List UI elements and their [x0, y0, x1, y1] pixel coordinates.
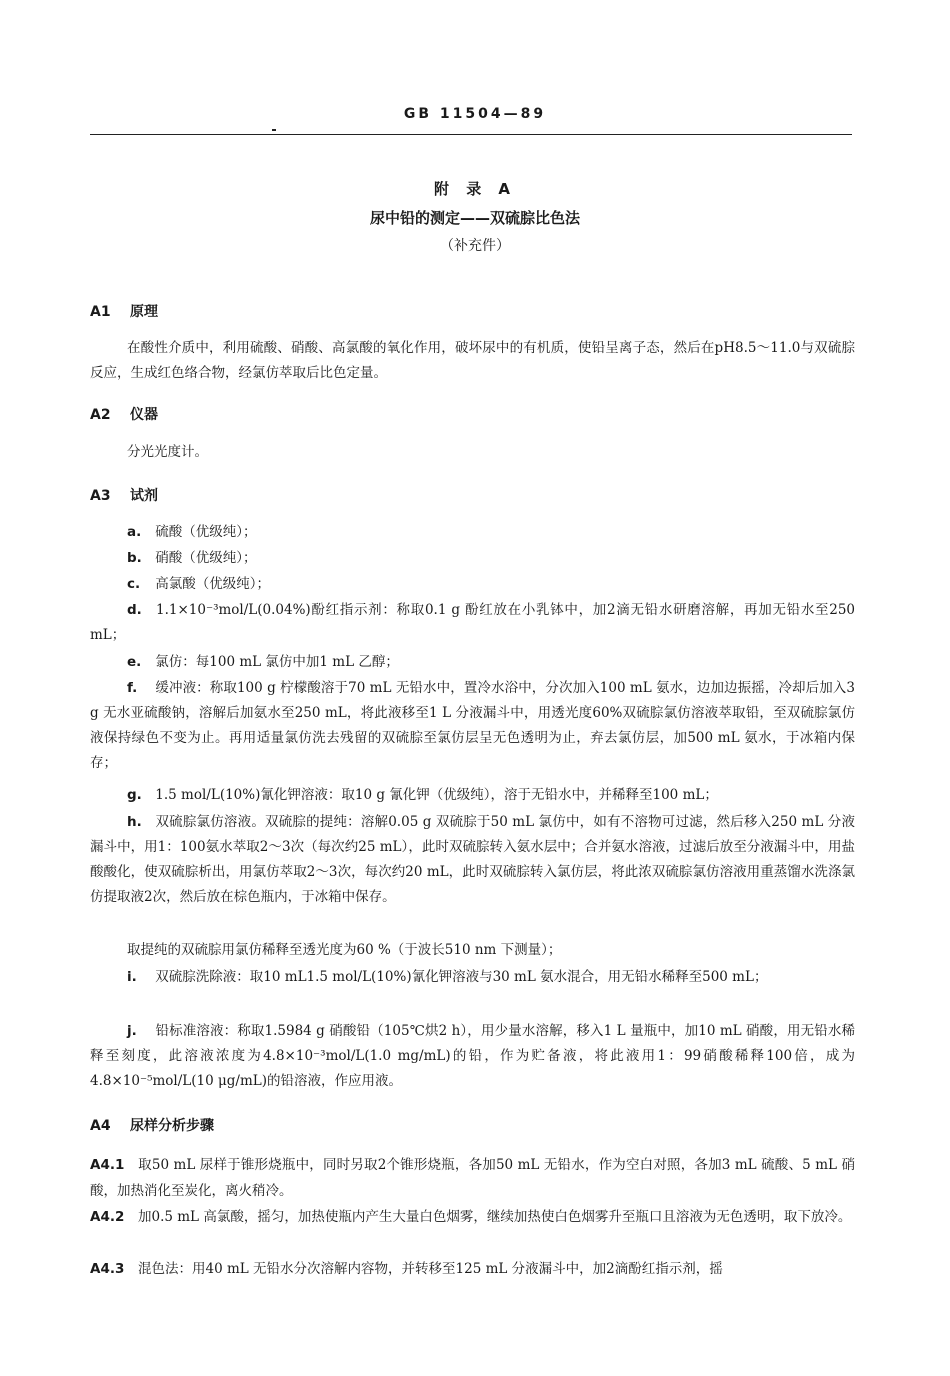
page-subtitle: （补充件） — [440, 238, 510, 254]
item-text: 氯仿：每100 mL 氯仿中加1 mL 乙醇； — [155, 654, 399, 670]
reagent-item-i — [90, 965, 855, 990]
appendix-label: 附 录 A — [433, 180, 517, 198]
reagent-item-b — [90, 546, 855, 571]
step-label: A4.3 — [90, 1261, 125, 1277]
section-body-a2: 分光光度计。 — [127, 444, 208, 460]
section-title: 仪器 — [130, 407, 158, 423]
item-text: 硝酸（优级纯）； — [155, 550, 257, 566]
reagent-item-h-note — [90, 938, 855, 963]
step-a4-1 — [90, 1152, 855, 1204]
reagent-item-j — [90, 1019, 855, 1094]
step-text: 加0.5 mL 高氯酸，摇匀，加热使瓶内产生大量白色烟雾，继续加热使白色烟雾升至瓶口且溶液为无色透明，取下放冷。 — [138, 1209, 852, 1225]
item-text: 硫酸（优级纯）； — [155, 524, 257, 540]
reagent-item-d — [90, 598, 855, 648]
section-number: A2 — [90, 407, 111, 423]
item-text: 双硫腙氯仿溶液。双硫腙的提纯：溶解0.05 g 双硫腙于50 mL 氯仿中，如有不溶物可过滤，然后移入250 mL 分液漏斗中，用1：100氨水萃取2～3次（每次约25 mL），此时双硫腙转入氨水层中；合并氨水溶液，过滤后放至分液漏斗中，用盐酸酸化，使双硫腙析出，用氯仿萃取2～3次，每次约20 mL，此时双硫腙转入氯仿层，将此浓双硫腙氯仿溶液用重蒸馏水洗涤氯仿提取液2次，然后放在棕色瓶内，于冰箱中保存。 — [90, 814, 855, 905]
step-a4-2 — [90, 1204, 855, 1230]
header-rule — [90, 134, 852, 135]
item-label: h. — [127, 814, 142, 830]
step-a4-3 — [90, 1256, 855, 1282]
item-label: a. — [127, 524, 142, 540]
step-label: A4.1 — [90, 1157, 125, 1173]
section-title: 原理 — [130, 304, 158, 320]
standard-number: GB 11504—89 — [403, 106, 547, 122]
page-title: 尿中铅的测定——双硫腙比色法 — [369, 209, 580, 227]
reagent-item-f — [90, 676, 855, 776]
item-text: 缓冲液：称取100 g 柠檬酸溶于70 mL 无铅水中，置冷水浴中，分次加入100 mL 氨水，边加边振摇，冷却后加入3 g 无水亚硫酸钠，溶解后加氨水至250 mL，将此液移至1 L 分液漏斗中，用透光度60%双硫腙氯仿溶液萃取铅，至双硫腙氯仿液保持绿色不变为止。再用适量氯仿洗去残留的双硫腙至氯仿层呈无色透明为止，弃去氯仿层，加500 mL 氨水，于冰箱内保存； — [90, 680, 855, 771]
step-text: 取50 mL 尿样于锥形烧瓶中，同时另取2个锥形烧瓶，各加50 mL 无铅水，作为空白对照，各加3 mL 硫酸、5 mL 硝酸，加热消化至炭化，离火稍冷。 — [90, 1157, 855, 1199]
item-text: 双硫腙洗除液：取10 mL1.5 mol/L(10%)氰化钾溶液与30 mL 氨水混合，用无铅水稀释至500 mL； — [155, 969, 768, 985]
reagent-item-h — [90, 810, 855, 910]
item-label: e. — [127, 654, 142, 670]
item-label: b. — [127, 550, 142, 566]
reagent-item-a — [90, 520, 855, 545]
item-text: 铅标准溶液：称取1.5984 g 硝酸铅（105℃烘2 h），用少量水溶解，移入1 L 量瓶中，加10 mL 硝酸，用无铅水稀释至刻度，此溶液浓度为4.8×10⁻³mol/L(1.0 mg/mL)的铅，作为贮备液，将此液用1：99硝酸稀释100倍，成为4.8×10⁻⁵mol/L(10 μg/mL)的铅溶液，作应用液。 — [90, 1023, 855, 1089]
section-heading-a2 — [90, 404, 158, 424]
item-text: 1.1×10⁻³mol/L(0.04%)酚红指示剂：称取0.1 g 酚红放在小乳钵中，加2滴无铅水研磨溶解，再加无铅水至250 mL； — [90, 602, 855, 643]
item-label: c. — [127, 576, 141, 592]
section-title: 尿样分析步骤 — [130, 1118, 214, 1134]
section-heading-a4 — [90, 1115, 214, 1135]
section-number: A1 — [90, 304, 111, 320]
section-heading-a3 — [90, 485, 158, 505]
item-text: 取提纯的双硫腙用氯仿稀释至透光度为60 %（于波长510 nm 下测量）； — [127, 942, 562, 958]
item-label: i. — [127, 969, 137, 985]
section-number: A4 — [90, 1118, 111, 1134]
header-rule-mark — [272, 129, 276, 131]
item-label: j. — [127, 1023, 137, 1039]
item-text: 1.5 mol/L(10%)氰化钾溶液：取10 g 氰化钾（优级纯），溶于无铅水中，并稀释至100 mL； — [155, 787, 718, 803]
step-text: 混色法：用40 mL 无铅水分次溶解内容物，并转移至125 mL 分液漏斗中，加2滴酚红指示剂，摇 — [138, 1261, 723, 1277]
reagent-item-g — [90, 783, 855, 808]
section-body-a1: 在酸性介质中，利用硫酸、硝酸、高氯酸的氧化作用，破坏尿中的有机质，使铅呈离子态，然后在pH8.5～11.0与双硫腙反应，生成红色络合物，经氯仿萃取后比色定量。 — [90, 340, 855, 381]
item-label: d. — [127, 602, 142, 618]
section-heading-a1 — [90, 301, 158, 321]
section-number: A3 — [90, 488, 111, 504]
reagent-item-c — [90, 572, 855, 597]
step-label: A4.2 — [90, 1209, 125, 1225]
section-title: 试剂 — [130, 488, 158, 504]
item-label: g. — [127, 787, 142, 803]
item-label: f. — [127, 680, 138, 696]
reagent-item-e — [90, 650, 855, 675]
item-text: 高氯酸（优级纯）； — [155, 576, 271, 592]
